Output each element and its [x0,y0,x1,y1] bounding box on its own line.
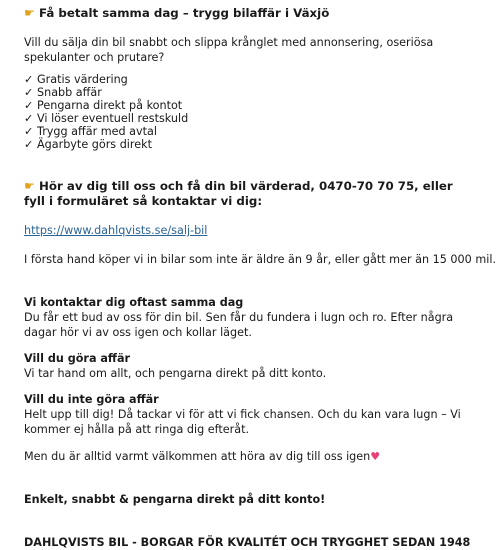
info-section [24,351,476,381]
spacer [24,340,476,351]
checklist-item: ✓ Gratis värdering [24,73,128,86]
section-title: Vill du göra affär [24,352,131,365]
heart-icon: ♥ [370,450,381,463]
spacer [24,267,476,295]
check-icon: ✓ [24,112,34,125]
sell-car-link-row [24,223,476,238]
spacer [24,507,476,535]
spacer [24,437,476,449]
section-body: Du får ett bud av oss för din bil. Sen får du fundera i lugn och ro. Efter några dagar hör vi av oss igen och kollar läget. [24,311,454,339]
intro-headline [24,6,476,21]
spacer [24,65,476,73]
spacer [24,21,476,35]
checklist-item: ✓ Vi löser eventuell restskuld [24,112,189,125]
checklist-item: ✓ Snabb affär [24,86,102,99]
pointing-hand-icon: ☛ [24,179,35,193]
checklist-item: ✓ Trygg affär med avtal [24,125,158,138]
info-section [24,392,476,437]
checklist-item: ✓ Ägarbyte görs direkt [24,138,152,151]
welcome-text: Men du är alltid varmt välkommen att höra av dig till oss igen [24,450,371,463]
intro-question: Vill du sälja din bil snabbt och slippa krånglet med annonsering, oseriösa spekulanter och prutare? [24,36,434,64]
benefit-checklist [24,73,476,151]
purchase-condition: I första hand köper vi in bilar som inte är äldre än 9 år, eller gått mer än 15 000 mil. [24,253,496,266]
spacer [24,209,476,223]
sell-car-link[interactable]: https://www.dahlqvists.se/salj-bil [24,224,208,237]
contact-headline [24,179,476,209]
section-title: Vill du inte göra affär [24,393,159,406]
info-section [24,295,476,340]
spacer [24,381,476,392]
section-body: Helt upp till dig! Då tackar vi för att vi fick chansen. Och du kan vara lugn – Vi kommer ej hålla på att ringa dig efteråt. [24,408,461,436]
pointing-hand-icon: ☛ [24,6,35,20]
section-title: Vi kontaktar dig oftast samma dag [24,296,244,309]
contact-headline-text: Hör av dig till oss och få din bil värderad, 0470-70 70 75, eller fyll i formuläret så kontaktar vi dig: [24,179,453,208]
section-body: Vi tar hand om allt, och pengarna direkt på ditt konto. [24,367,327,380]
check-icon: ✓ [24,138,34,151]
check-icon: ✓ [24,125,34,138]
spacer [24,238,476,252]
spacer [24,464,476,492]
welcome-line [24,449,476,464]
company-signature: DAHLQVISTS BIL - BORGAR FÖR KVALITÉT OCH TRYGGHET SEDAN 1948 [24,536,471,549]
spacer [24,151,476,179]
check-icon: ✓ [24,99,34,112]
checklist-item: ✓ Pengarna direkt på kontot [24,99,183,112]
intro-headline-text: Få betalt samma dag – trygg bilaffär i Växjö [39,6,330,20]
check-icon: ✓ [24,86,34,99]
check-icon: ✓ [24,73,34,86]
slogan: Enkelt, snabbt & pengarna direkt på ditt konto! [24,493,326,506]
